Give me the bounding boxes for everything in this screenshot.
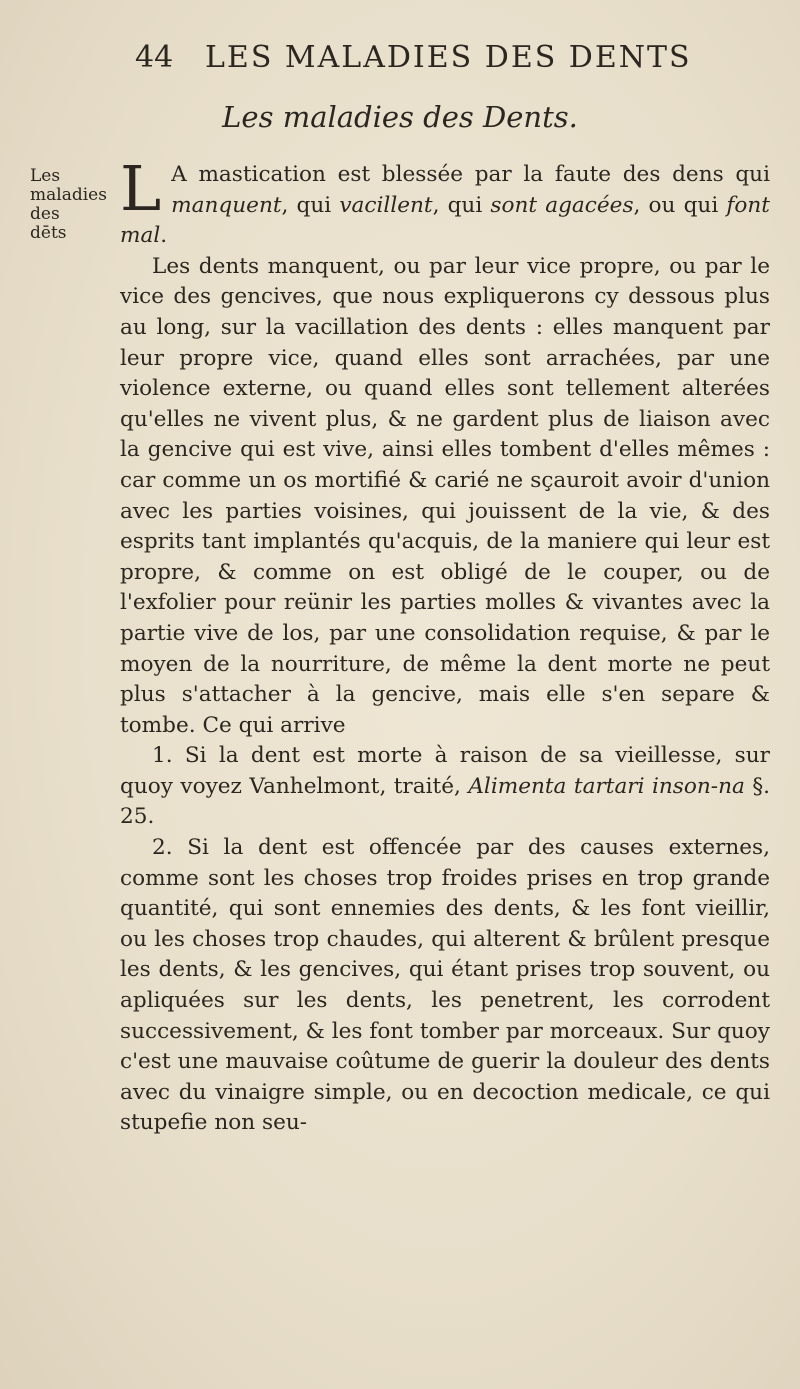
item-1 bbox=[120, 741, 770, 833]
running-title: LES MALADIES DES DENTS bbox=[205, 40, 692, 75]
page-number: 44 bbox=[135, 40, 174, 75]
opening-text-2: , qui bbox=[281, 192, 340, 218]
opening-italic-1: manquent bbox=[171, 192, 282, 218]
opening-text-4: , ou qui bbox=[633, 192, 727, 218]
body-text bbox=[120, 152, 770, 1139]
opening-italic-2: vacillent bbox=[339, 192, 433, 218]
section-title: Les maladies des Dents. bbox=[222, 100, 578, 134]
opening-text-3: , qui bbox=[432, 192, 491, 218]
item-2: 2. Si la dent est offencée par des causes externes, comme sont les choses trop froides prises en trop grande quantité, qui sont ennemies des dents, & les font vieillir, ou les choses trop chaudes, qui alterent & brûlent presque les dents, & les gencives, qui étant prises trop souvent, ou apliquées sur les dents, les penetrent, les corrodent successivement, & les font tomber par morceaux. Sur quoy c'est une mauvaise coûtume de guerir la douleur des dents avec du vinaigre simple, ou en decoction medicale, ce qui stupefie non seu- bbox=[120, 835, 770, 1136]
opening-text-5: . bbox=[160, 223, 168, 249]
paragraph-2: Les dents manquent, ou par leur vice propre, ou par le vice des gencives, que nous expliquerons cy dessous plus au long, sur la vacillation des dents : elles manquent par leur propre vice, quand elles sont arrachées, par une violence externe, ou quand elles sont tellement alterées qu'elles ne vivent plus, & ne gardent plus de liaison avec la gencive qui est vive, ainsi elles tombent d'elles mêmes : car comme un os mortifié & carié ne sçauroit avoir d'union avec les parties voisines, qui jouissent de la vie, & des esprits tant implantés qu'acquis, de la maniere qui leur est propre, & comme on est obligé de le couper, ou de l'exfolier pour reünir les parties molles & vivantes avec la partie vive de los, par une consolidation requise, & par le moyen de la nourriture, de même la dent morte ne peut plus s'attacher à la gencive, mais elle s'en separe & tombe. Ce qui arrive bbox=[120, 253, 770, 738]
item-1-text-1: 1. Si la dent est morte à raison de sa vieillesse, sur quoy voyez Vanhelmont, traité, bbox=[120, 743, 770, 799]
page-header bbox=[135, 40, 765, 80]
opening-text-1: A mastication est blessée par la faute des dens qui bbox=[171, 162, 770, 187]
margin-note: Les maladies des dēts bbox=[30, 166, 107, 243]
opening-italic-3: sont agacées bbox=[490, 192, 634, 218]
item-1-text-2: §. 25. bbox=[120, 773, 770, 830]
drop-cap: L bbox=[120, 152, 162, 225]
opening-italic-4: font mal bbox=[120, 192, 770, 249]
item-1-italic: Alimenta tartari inson-na bbox=[468, 773, 745, 799]
opening-paragraph bbox=[120, 152, 770, 252]
